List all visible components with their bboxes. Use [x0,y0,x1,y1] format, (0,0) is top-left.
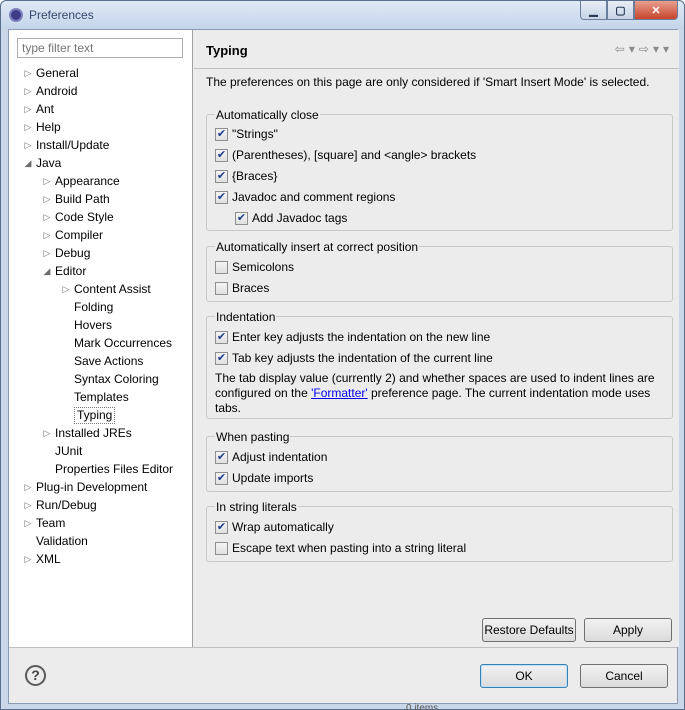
checkbox-enter-key[interactable] [215,329,490,345]
tree-item[interactable] [9,208,193,226]
checkbox-box[interactable]: ✔ [216,190,227,203]
checkbox-box[interactable] [215,282,228,295]
tree-item[interactable] [9,172,193,190]
collapsed-twisty-icon[interactable]: ▷ [24,140,32,150]
forward-menu-icon[interactable]: ▾ [652,42,659,56]
tree-item-label: Properties Files Editor [55,462,174,476]
collapsed-twisty-icon[interactable]: ▷ [24,104,32,114]
collapsed-twisty-icon[interactable]: ▷ [24,122,32,132]
tree-item[interactable] [9,190,193,208]
tree-item-label: Help [36,120,61,134]
tree-item[interactable] [9,100,193,118]
title-bar[interactable] [1,1,684,29]
group-title: Automatically insert at correct position [216,240,419,254]
collapsed-twisty-icon[interactable]: ▷ [24,482,32,492]
back-arrow-icon[interactable]: ⇦ [614,42,625,56]
checkbox-label: Adjust indentation [232,450,328,464]
collapsed-twisty-icon[interactable]: ▷ [62,284,70,294]
tree-item[interactable] [9,82,193,100]
tree-item[interactable] [9,352,193,370]
group-string-literals [206,500,673,562]
tree-item-label: JUnit [55,444,83,458]
left-panel [9,30,193,647]
collapsed-twisty-icon[interactable]: ▷ [43,248,51,258]
checkbox-label: Semicolons [232,260,295,274]
tree-item-label: Typing [74,407,115,424]
checkbox-box[interactable]: ✔ [216,148,227,161]
collapsed-twisty-icon[interactable]: ▷ [24,86,32,96]
description-text: The tab display value (currently 2) and whether spaces are used to indent lines are configured on the [215,371,655,400]
tree-item-label: Installed JREs [55,426,132,440]
checkbox-escape-text[interactable] [215,540,466,556]
tree-item[interactable] [9,136,193,154]
tree-item[interactable] [9,226,193,244]
checkbox-label: Update imports [232,471,314,485]
tree-item-label: Validation [36,534,88,548]
checkbox-box[interactable]: ✔ [216,520,227,533]
formatter-link[interactable]: 'Formatter' [311,386,368,400]
group-auto-close [206,108,673,231]
checkbox-javadoc-tags[interactable] [235,210,347,226]
dialog-client [8,29,678,704]
tree-item[interactable] [9,388,193,406]
tree-item[interactable] [9,424,193,442]
tree-item-label: Templates [74,390,129,404]
checkbox-box[interactable]: ✔ [216,169,227,182]
tree-item-label: Android [36,84,78,98]
checkbox-label: Add Javadoc tags [252,211,348,225]
preference-tree [9,64,193,568]
checkbox-semicolons[interactable] [215,259,294,275]
tree-item-label: Install/Update [36,138,110,152]
checkbox-label: Escape text when pasting into a string literal [232,541,467,555]
tree-item[interactable] [9,406,193,424]
restore-defaults-button[interactable]: Restore Defaults [482,618,576,642]
tree-item-label: Mark Occurrences [74,336,173,350]
tree-item[interactable] [9,262,193,280]
checkbox-strings[interactable] [215,126,278,142]
right-panel [194,30,679,647]
checkbox-label: Wrap automatically [232,520,334,534]
checkbox-label: (Parentheses), [square] and <angle> brackets [232,148,477,162]
checkbox-box[interactable] [215,261,228,274]
tree-item[interactable] [9,118,193,136]
group-indentation [206,310,673,419]
indentation-description [215,371,660,416]
group-title: Automatically close [216,108,319,122]
checkbox-label: Javadoc and comment regions [232,190,396,204]
checkbox-insert-braces[interactable] [215,280,269,296]
collapsed-twisty-icon[interactable]: ▷ [43,230,51,240]
back-menu-icon[interactable]: ▾ [628,42,635,56]
expanded-twisty-icon[interactable]: ◢ [43,266,51,276]
background-window-text: 0 items [406,703,439,710]
help-icon[interactable]: ? [25,665,46,686]
tree-item[interactable] [9,64,193,82]
tree-item-label: General [36,66,79,80]
collapsed-twisty-icon[interactable]: ▷ [24,68,32,78]
tree-item[interactable] [9,154,193,172]
checkbox-box[interactable]: ✔ [216,471,227,484]
info-text: The preferences on this page are only considered if 'Smart Insert Mode' is selected. [206,75,650,89]
expanded-twisty-icon[interactable]: ◢ [24,158,32,168]
checkbox-wrap-automatically[interactable] [215,519,334,535]
tree-item[interactable] [9,442,193,460]
checkbox-box[interactable]: ✔ [216,330,227,343]
tree-item-label: Content Assist [74,282,151,296]
maximize-button[interactable]: ▢ [607,1,634,20]
tree-item[interactable] [9,532,193,550]
tree-item-label: Folding [74,300,114,314]
tree-item[interactable] [9,478,193,496]
tree-item-label: Code Style [55,210,114,224]
checkbox-label: "Strings" [232,127,278,141]
tree-item-label: Syntax Coloring [74,372,159,386]
checkbox-adjust-indentation[interactable] [215,449,327,465]
apply-button[interactable]: Apply [584,618,672,642]
group-title: In string literals [216,500,297,514]
checkbox-label: Braces [232,281,270,295]
minimize-button[interactable]: ▁ [580,1,607,20]
collapsed-twisty-icon[interactable]: ▷ [24,518,32,528]
collapsed-twisty-icon[interactable]: ▷ [24,554,32,564]
collapsed-twisty-icon[interactable]: ▷ [43,176,51,186]
tree-item-label: Compiler [55,228,104,242]
checkbox-box[interactable]: ✔ [216,450,227,463]
checkbox-box[interactable]: ✔ [236,211,247,224]
ok-button[interactable]: OK [480,664,568,688]
checkbox-javadoc-regions[interactable] [215,189,395,205]
group-title: When pasting [216,430,290,444]
group-pasting [206,430,673,492]
tree-item-label: Save Actions [74,354,144,368]
tree-item-label: Editor [55,264,87,278]
collapsed-twisty-icon[interactable]: ▷ [43,194,51,204]
checkbox-label: Enter key adjusts the indentation on the new line [232,330,491,344]
description-text: preference page. The current indentation mode uses tabs. [215,386,651,415]
tree-item[interactable] [9,316,193,334]
group-auto-insert [206,240,673,302]
collapsed-twisty-icon[interactable]: ▷ [43,428,51,438]
tree-item-label: Debug [55,246,91,260]
eclipse-icon [9,8,23,22]
tree-item[interactable] [9,514,193,532]
checkbox-update-imports[interactable] [215,470,313,486]
tree-item[interactable] [9,550,193,568]
tree-item-label: Run/Debug [36,498,97,512]
tree-item-label: Team [36,516,66,530]
tree-item[interactable] [9,244,193,262]
tree-item-label: Build Path [55,192,110,206]
checkbox-brackets[interactable] [215,147,476,163]
tree-item[interactable] [9,280,193,298]
tree-item[interactable] [9,496,193,514]
checkbox-braces[interactable] [215,168,277,184]
collapsed-twisty-icon[interactable]: ▷ [24,500,32,510]
filter-input[interactable] [17,38,183,58]
checkbox-label: Tab key adjusts the indentation of the current line [232,351,493,365]
checkbox-box[interactable] [215,542,228,555]
tree-item-label: Ant [36,102,55,116]
group-title: Indentation [216,310,276,324]
collapsed-twisty-icon[interactable]: ▷ [43,212,51,222]
tree-item-label: Plug-in Development [36,480,148,494]
view-menu-icon[interactable]: ▾ [662,42,669,56]
tree-item[interactable] [9,334,193,352]
tree-item[interactable] [9,298,193,316]
cancel-button[interactable]: Cancel [580,664,668,688]
tree-item-label: Java [36,156,62,170]
close-button[interactable]: ✕ [634,1,678,20]
tree-item[interactable] [9,460,193,478]
nav-controls [615,42,669,56]
checkbox-tab-key[interactable] [215,350,493,366]
forward-arrow-icon[interactable]: ⇨ [638,42,649,56]
checkbox-box[interactable]: ✔ [216,127,227,140]
window-title: Preferences [29,8,94,22]
title-separator [194,68,679,69]
checkbox-label: {Braces} [232,169,278,183]
page-title: Typing [206,43,248,58]
dialog-footer [9,647,677,703]
tree-item[interactable] [9,370,193,388]
tree-item-label: Hovers [74,318,113,332]
checkbox-box[interactable]: ✔ [216,351,227,364]
tree-item-label: XML [36,552,61,566]
tree-item-label: Appearance [55,174,120,188]
